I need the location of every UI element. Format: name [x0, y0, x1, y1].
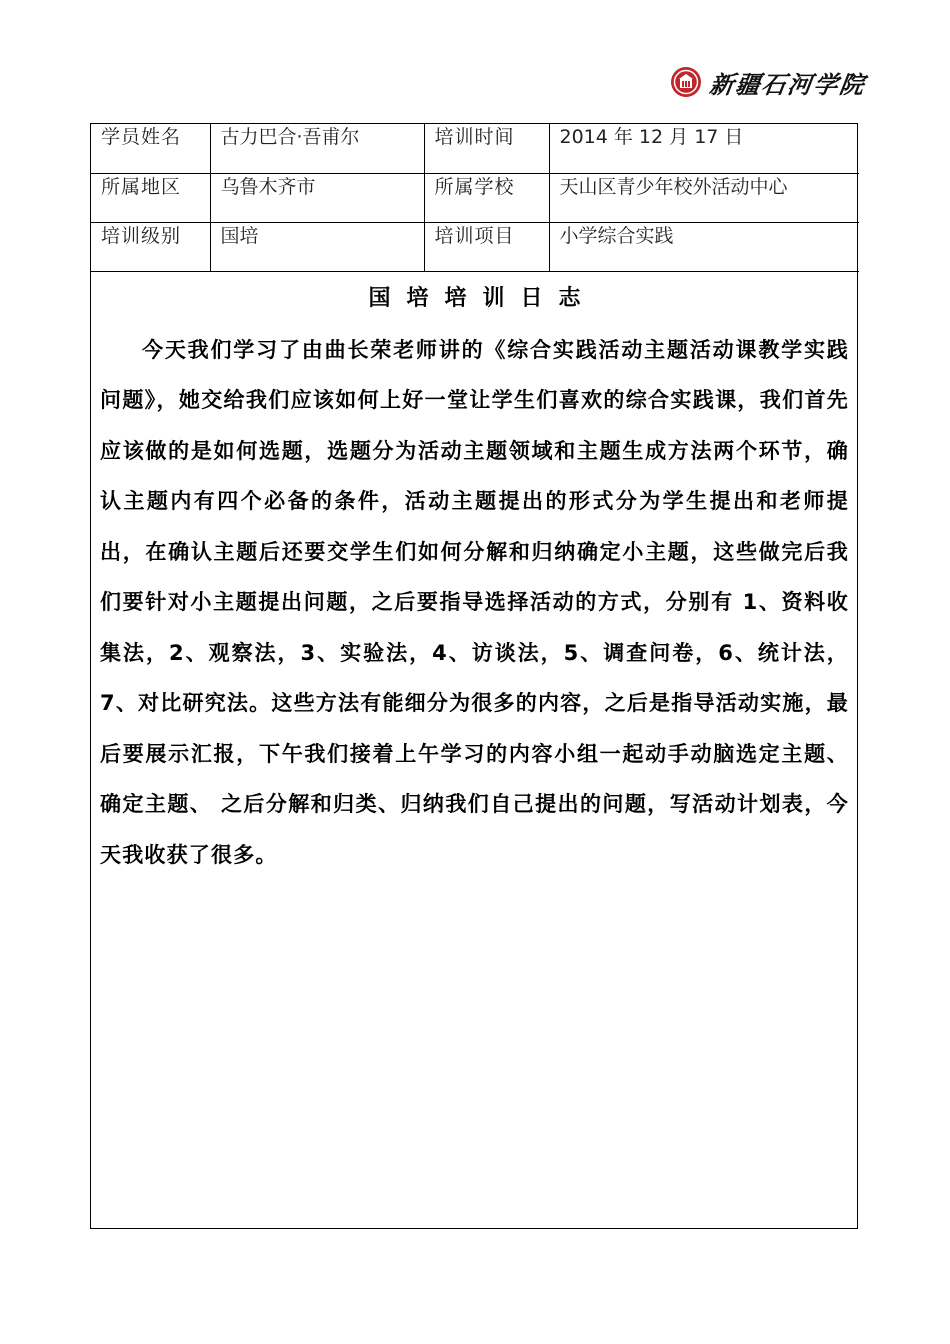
training-level-label: 培训级别 [91, 222, 210, 271]
table-row [91, 222, 859, 271]
training-time-value: 2014 年 12 月 17 日 [549, 124, 859, 173]
training-level-value: 国培 [210, 222, 424, 271]
training-project-label: 培训项目 [424, 222, 549, 271]
region-label: 所属地区 [91, 173, 210, 222]
training-journal-form [90, 123, 858, 1229]
school-seal-icon [670, 66, 702, 98]
training-time-label: 培训时间 [424, 124, 549, 173]
school-name-logo: 新疆石河学院 [707, 69, 868, 99]
school-value: 天山区青少年校外活动中心 [549, 173, 859, 222]
training-project-value: 小学综合实践 [549, 222, 859, 271]
name-label: 学员姓名 [91, 124, 210, 173]
journal-title: 国培培训日志 [368, 285, 597, 311]
table-row [91, 124, 859, 173]
trainee-info-table [91, 124, 859, 272]
region-value: 乌鲁木齐市 [210, 173, 424, 222]
school-label: 所属学校 [424, 173, 549, 222]
journal-body-text: 今天我们学习了由曲长荣老师讲的《综合实践活动主题活动课教学实践问题》，她交给我们应该如何上好一堂让学生们喜欢的综合实践课，我们首先应该做的是如何选题，选题分为活动主题领域和主题生成方法两个环节，确认主题内有四个必备的条件，活动主题提出的形式分为学生提出和老师提出，在确认主题后还要交学生们如何分解和归纳确定小主题，这些做完后我们要针对小主题提出问题，之后要指导选择活动的方式，分别有 1、资料收集法，2、观察法，3、实验法，4、访谈法，5、调查问卷，6、统计法，7、对比研究法。这些方法有能细分为很多的内容，之后是指导活动实施，最后要展示汇报，下午我们接着上午学习的内容小组一起动手动脑选定主题、确定主题、 之后分解和归类、归纳我们自己提出的问题，写活动计划表，今天我收获了很多。 [100, 337, 849, 867]
school-logo [670, 64, 874, 100]
name-value: 古力巴合·吾甫尔 [210, 124, 424, 173]
table-row [91, 173, 859, 222]
journal-section [91, 284, 857, 881]
